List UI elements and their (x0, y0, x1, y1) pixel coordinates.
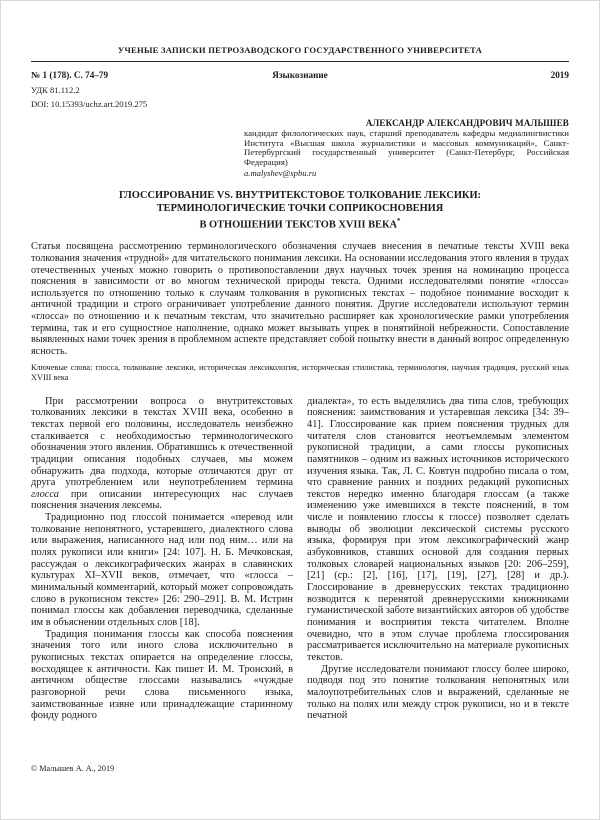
issue-year: 2019 (550, 70, 569, 80)
paragraph: При рассмотрении вопроса о внутритекстовых толкованиях лексики в текстах XVIII века, особенно в текстах первой его половины, исследователь неизбежно сталкивается с необходимостью терминологического обозначения этого явления. Обратившись к отечественной традиции описания подобных случаев, мы можем обнаружить два подхода, которые отличаются друг от друга употреблением или неупотреблением термина глосса при описании интересующих нас случаев пояснения значения лексемы. (31, 395, 293, 512)
article-title (31, 190, 569, 231)
header-rule (31, 61, 569, 62)
author-affiliation: кандидат филологических наук, старший преподаватель кафедры медиалингвистики Института «Высшая школа журналистики и массовых коммуникаций», Санкт-Петербургский государственный университет (Санкт-Петербург, Российская Федерация) (244, 128, 569, 167)
article-title-line-2: ТЕРМИНОЛОГИЧЕСКИЕ ТОЧКИ СОПРИКОСНОВЕНИЯ (156, 202, 444, 214)
paragraph: Другие исследователи понимают глоссу более широко, подводя под это понятие толкования непонятных или малоупотребительных слов и выражений, сделанные не только на полях или между строк рукописи, но и в тексте печатной (307, 663, 569, 722)
udk-code: УДК 81.112.2 (31, 85, 80, 95)
doi-code: DOI: 10.15393/uchz.art.2019.275 (31, 99, 148, 109)
column-left (31, 396, 293, 758)
keywords-line (31, 363, 569, 382)
issue-row (31, 70, 569, 80)
abstract-text: Статья посвящена рассмотрению терминологического обозначения случаев внесения в печатные тексты XVIII века толкования значения «трудной» для читательского понимания лексики. На основании исследования этого явления в трудах отечественных ученых можно говорить о противопоставлении двух научных точек зрения на номинацию процесса пояснения в зависимости от во многом технической природы текста. Одними исследователями понятие «глосса» используется по отношению только к случаям толкования в рукописных текстах – подобное понимание восходит к античной традиции и строго ограничивает употребление данного понятия. Другие исследователи используют термин «глосса» по отношению и к печатным текстам, что значительно расширяет как хронологические рамки употребления термина, так и его сущностное наполнение, однако может вызывать упрек в понятийной небрежности. Сопоставление выявленных нами точек зрения в проблемном аспекте представляет собой попытку внести в данный вопрос определенную ясность. (31, 241, 569, 357)
paragraph: диалекта», то есть выделялись два типа слов, требующих пояснения: заимствования и устаревшая лексика [34: 39–41]. Глоссирование как прием пояснения трудных для читателя слов становится неотъемлемым элементом рукописной традиции, а сами глоссы рукописных памятников – одним из важных источников исторического изучения языка. Так, Л. С. Ковтун подробно писала о том, что сравнение ранних и поздних редакций рукописных текстов нередко именно благодаря глоссам (а также изменению уже имевшихся в тексте пояснений, в том числе и появлению глоссы к глоссе) позволяет сделать выводы об эволюции лексической системы русского языка, формируя при этом лексикографический жанр азбуковников, ставших основой для создания первых толковых словарей национальных языков [20: 206–259], [21] (ср.: [2], [16], [17], [19], [27], [28] и др.). Глоссирование в древнерусских текстах традиционно возводится к перенятой древнерусскими книжниками гуманистической заботе византийских авторов об удобстве понимания и восприятия текста читателем. Вполне очевидно, что в этом случае проблема глоссирования рассматривается исключительно на материале рукописных текстов. (307, 395, 569, 664)
body-columns (31, 396, 569, 758)
author-block (244, 118, 569, 178)
paragraph: Традиция понимания глоссы как способа пояснения значения того или иного слова исключительно в рукописных текстах опирается на определение глоссы, восходящее к античности. Как пишет И. М. Тронский, в античном обществе глоссами назывались «чуждые разговорной речи слова письменного языка, заимствованные извне или принадлежащие старинному фонду родного (31, 628, 293, 722)
author-email: a.malyshev@spbu.ru (244, 168, 317, 179)
journal-section: Языкознание (272, 70, 328, 80)
article-title-line-1: ГЛОССИРОВАНИЕ VS. ВНУТРИТЕКСТОВОЕ ТОЛКОВАНИЕ ЛЕКСИКИ: (119, 190, 481, 202)
author-name: АЛЕКСАНДР АЛЕКСАНДРОВИЧ МАЛЫШЕВ (365, 118, 569, 128)
paragraph: Традиционно под глоссой понимается «перевод или толкование непонятного, устаревшего, диалектного слова или выражения, написанного над или под ним… или на полях рукописи или книги» [24: 107]. Н. Б. Мечковская, рассуждая о лексикографических жанрах в славянских культурах XI–XVII веков, отмечает, что «глосса – минимальный комментарий, который может сопровождать слово в рукописном тексте» [26: 290–291]. В. М. Истрин понимал глоссы как добавления переводчика, сделанные им в объяснении отдельных слов [18]. (31, 512, 293, 629)
copyright-note: © Малышев А. А., 2019 (31, 763, 115, 773)
title-footnote-mark: * (397, 216, 401, 225)
keywords-list: глосса, толкование лексики, историческая лексикология, историческая стилистика, терминология, научная традиция, русский язык XVIII века (31, 363, 569, 382)
keywords-label: Ключевые слова: (31, 363, 96, 373)
article-title-line-3: В ОТНОШЕНИИ ТЕКСТОВ XVIII ВЕКА* (199, 216, 401, 231)
issue-pages: № 1 (178). С. 74–79 (31, 70, 109, 80)
column-right (307, 396, 569, 758)
journal-title: УЧЕНЫЕ ЗАПИСКИ ПЕТРОЗАВОДСКОГО ГОСУДАРСТВЕННОГО УНИВЕРСИТЕТА (117, 45, 483, 55)
page-content (1, 45, 599, 773)
